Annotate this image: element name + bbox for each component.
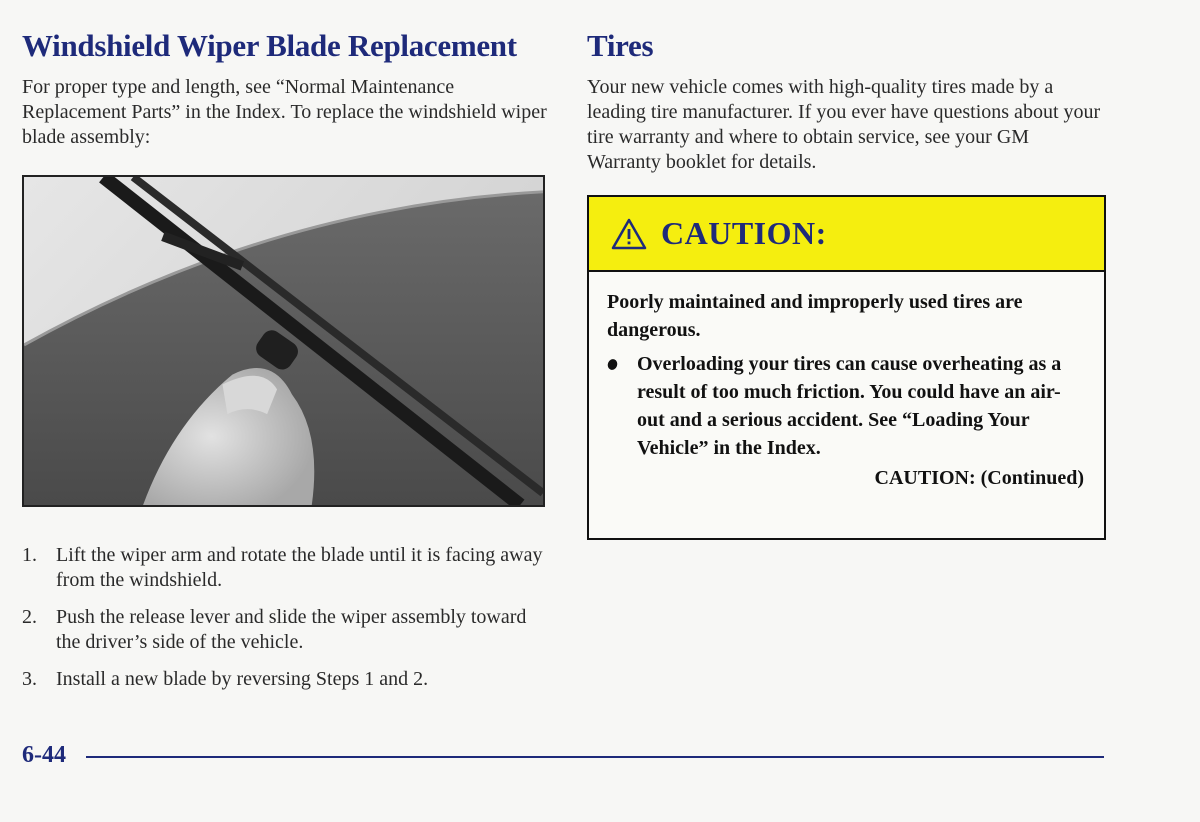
left-column bbox=[22, 26, 552, 150]
step-number: 3. bbox=[22, 668, 37, 690]
step-text: Install a new blade by reversing Steps 1 and 2. bbox=[56, 668, 429, 690]
list-item bbox=[22, 543, 552, 593]
wiper-section-title: Windshield Wiper Blade Replacement bbox=[22, 28, 517, 63]
warning-triangle-icon bbox=[611, 218, 647, 250]
step-text: Push the release lever and slide the wiper assembly toward the driver’s side of the vehicle. bbox=[56, 606, 527, 653]
step-number: 2. bbox=[22, 606, 37, 628]
wiper-blade-photo bbox=[22, 175, 545, 507]
caution-continued: CAUTION: (Continued) bbox=[874, 467, 1084, 489]
page-number: 6-44 bbox=[22, 742, 66, 768]
list-item bbox=[22, 605, 552, 655]
caution-body bbox=[589, 272, 1104, 492]
step-number: 1. bbox=[22, 544, 37, 566]
wiper-intro: For proper type and length, see “Normal Maintenance Replacement Parts” in the Index. To replace the windshield wiper blade assembly: bbox=[22, 76, 547, 148]
bullet-icon bbox=[606, 358, 619, 372]
tires-section-title: Tires bbox=[587, 28, 654, 63]
footer-rule bbox=[86, 756, 1104, 758]
list-item bbox=[22, 667, 552, 692]
caution-title: CAUTION: bbox=[661, 215, 827, 251]
caution-bullet-text: Overloading your tires can cause overheating as a result of too much friction. You could have an air-out and a serious accident. See “Loading Your Vehicle” in the Index. bbox=[637, 353, 1062, 459]
step-text: Lift the wiper arm and rotate the blade until it is facing away from the windshield. bbox=[56, 544, 543, 591]
caution-bullet bbox=[607, 350, 1084, 462]
caution-box bbox=[587, 195, 1106, 540]
wiper-steps-list bbox=[22, 543, 552, 704]
caution-lead: Poorly maintained and improperly used tires are dangerous. bbox=[607, 291, 1023, 341]
right-column bbox=[587, 26, 1107, 175]
tires-intro: Your new vehicle comes with high-quality tires made by a leading tire manufacturer. If you ever have questions about your tire warranty and where to obtain service, see your GM Warranty booklet for details. bbox=[587, 76, 1101, 173]
caution-header bbox=[589, 197, 1104, 272]
